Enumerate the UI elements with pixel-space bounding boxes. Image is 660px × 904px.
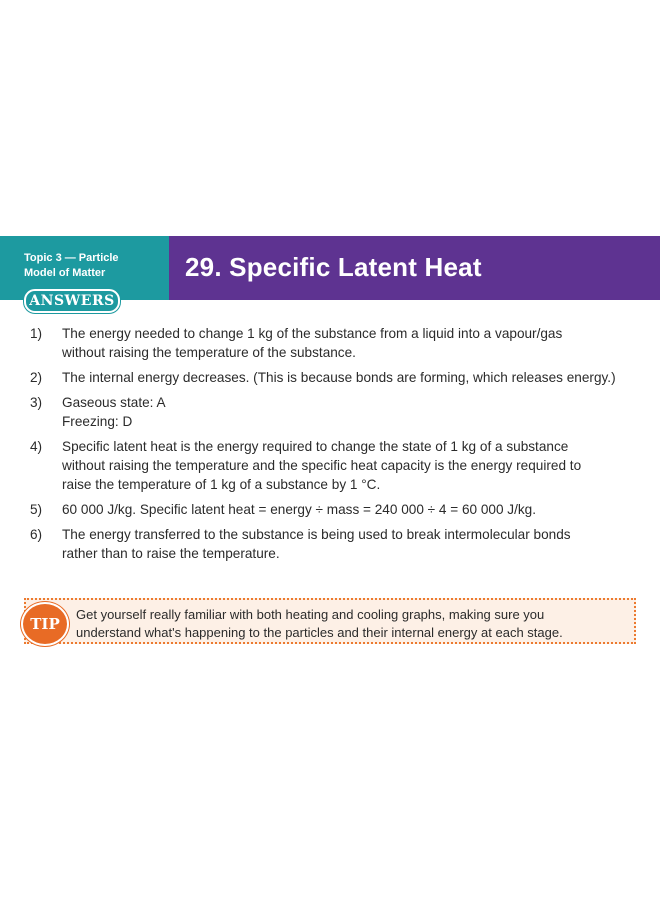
answer-item xyxy=(30,368,650,387)
answer-item xyxy=(30,437,650,494)
answer-line: raise the temperature of 1 kg of a substance by 1 °C. xyxy=(62,477,381,492)
title-box xyxy=(169,236,660,300)
answer-line: The energy transferred to the substance is being used to break intermolecular bonds xyxy=(62,527,571,542)
answer-line: Freezing: D xyxy=(62,414,133,429)
tip-line-2: understand what's happening to the particles and their internal energy at each stage. xyxy=(76,625,563,640)
answer-line: The internal energy decreases. (This is because bonds are forming, which releases energy.) xyxy=(62,370,616,385)
answer-item xyxy=(30,393,650,431)
answer-item xyxy=(30,324,650,362)
answer-number: 3) xyxy=(30,395,43,410)
answer-number: 2) xyxy=(30,370,43,385)
answer-number: 4) xyxy=(30,439,43,454)
answer-number: 6) xyxy=(30,527,43,542)
answer-line: rather than to raise the temperature. xyxy=(62,546,280,561)
answers-badge: ANSWERS xyxy=(24,289,120,313)
tip-text xyxy=(76,606,631,642)
answer-number: 5) xyxy=(30,502,43,517)
topic-label xyxy=(24,251,119,281)
answer-line: without raising the temperature and the specific heat capacity is the energy required to xyxy=(62,458,582,473)
answer-item xyxy=(30,500,650,519)
topic-line-2: Model of Matter xyxy=(24,267,106,279)
answer-list xyxy=(30,324,650,569)
tip-line-1: Get yourself really familiar with both heating and cooling graphs, making sure you xyxy=(76,607,545,622)
page-title: 29. Specific Latent Heat xyxy=(185,252,482,282)
answer-line: Gaseous state: A xyxy=(62,395,166,410)
answer-number: 1) xyxy=(30,326,43,341)
answer-line: Specific latent heat is the energy required to change the state of 1 kg of a substance xyxy=(62,439,569,454)
answer-item xyxy=(30,525,650,563)
tip-badge: TIP xyxy=(21,602,69,646)
answer-line: without raising the temperature of the substance. xyxy=(62,345,356,360)
answer-line: 60 000 J/kg. Specific latent heat = energy ÷ mass = 240 000 ÷ 4 = 60 000 J/kg. xyxy=(62,502,537,517)
topic-line-1: Topic 3 — Particle xyxy=(24,252,119,264)
answer-line: The energy needed to change 1 kg of the substance from a liquid into a vapour/gas xyxy=(62,326,563,341)
